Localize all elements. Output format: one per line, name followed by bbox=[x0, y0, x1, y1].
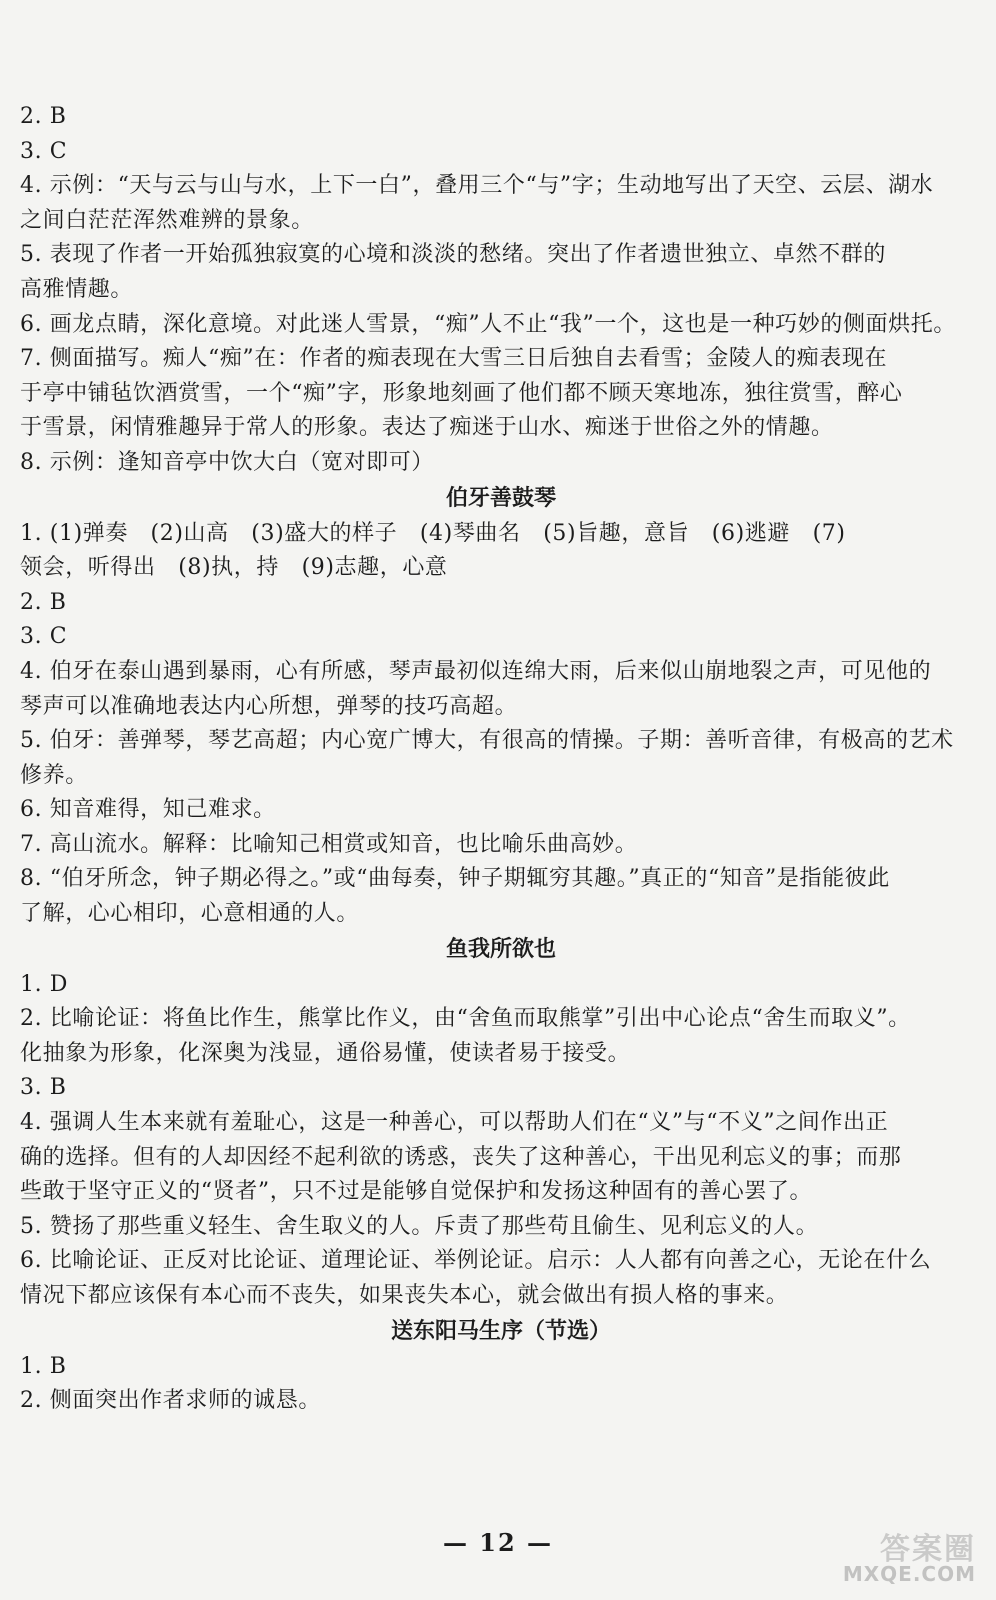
answer-line: 4. 伯牙在泰山遇到暴雨，心有所感，琴声最初似连绵大雨，后来似山崩地裂之声，可见他的 bbox=[20, 658, 932, 684]
answer-line: 1. D bbox=[20, 971, 69, 997]
page-number: — 12 — bbox=[442, 1528, 554, 1557]
answer-line: 5. 伯牙：善弹琴，琴艺高超；内心宽广博大，有很高的情操。子期：善听音律，有极高的艺术 bbox=[20, 728, 954, 754]
watermark-site: MXQE.COM bbox=[842, 1562, 976, 1586]
answer-line: 4. 强调人生本来就有羞耻心，这是一种善心，可以帮助人们在“义”与“不义”之间作出正 bbox=[20, 1110, 889, 1136]
section-yuwo-answers bbox=[20, 968, 982, 1314]
answer-line: 4. 示例：“天与云与山与水，上下一白”，叠用三个“与”字；生动地写出了天空、云层、湖水 bbox=[20, 173, 934, 199]
answer-line: 6. 知音难得，知己难求。 bbox=[20, 797, 276, 823]
answer-line: 2. 侧面突出作者求师的诚恳。 bbox=[20, 1388, 321, 1414]
section-songdongyang-answers bbox=[20, 1350, 982, 1419]
answer-line: 6. 比喻论证、正反对比论证、道理论证、举例论证。启示：人人都有向善之心，无论在什么 bbox=[20, 1248, 932, 1274]
answer-line: 1. (1)弹奏 (2)山高 (3)盛大的样子 (4)琴曲名 (5)旨趣，意旨 (6)逃避 (7) bbox=[20, 520, 846, 546]
answer-line: 2. B bbox=[20, 589, 67, 615]
answer-line: 情况下都应该保有本心而不丧失，如果丧失本心，就会做出有损人格的事来。 bbox=[20, 1283, 789, 1308]
answer-line: 7. 侧面描写。痴人“痴”在：作者的痴表现在大雪三日后独自去看雪；金陵人的痴表现在 bbox=[20, 346, 888, 372]
section-title-songdongyang: 送东阳马生序（节选） bbox=[390, 1318, 611, 1344]
answer-line: 琴声可以准确地表达内心所想，弹琴的技巧高超。 bbox=[20, 693, 518, 719]
answer-line: 8. “伯牙所念，钟子期必得之。”或“曲每奏，钟子期辄穷其趣。”真正的“知音”是指能彼此 bbox=[20, 866, 890, 892]
answer-line: 些敢于坚守正义的“贤者”，只不过是能够自觉保护和发扬这种固有的善心罢了。 bbox=[20, 1179, 813, 1205]
answer-line: 于亭中铺毡饮酒赏雪，一个“痴”字，形象地刻画了他们都不顾天寒地冻，独往赏雪，醉心 bbox=[20, 380, 903, 406]
answer-line: 确的选择。但有的人却因经不起利欲的诱惑，丧失了这种善心，干出见利忘义的事；而那 bbox=[20, 1144, 902, 1170]
answer-line: 1. B bbox=[20, 1353, 67, 1379]
answer-line: 6. 画龙点睛，深化意境。对此迷人雪景，“痴”人不止“我”一个，这也是一种巧妙的侧面烘托。 bbox=[20, 311, 956, 337]
answer-line: 2. B bbox=[20, 104, 67, 129]
answer-line: 领会，听得出 (8)执，持 (9)志趣，心意 bbox=[20, 555, 448, 581]
watermark-logo: 答案圈 bbox=[880, 1532, 976, 1567]
section-boya-answers bbox=[20, 517, 982, 932]
answer-line: 8. 示例：逢知音亭中饮大白（宽对即可） bbox=[20, 449, 434, 475]
answer-line: 高雅情趣。 bbox=[20, 276, 134, 302]
answer-line: 7. 高山流水。解释：比喻知己相赏或知音，也比喻乐曲高妙。 bbox=[20, 831, 638, 857]
answer-line: 2. 比喻论证：将鱼比作生，熊掌比作义，由“舍鱼而取熊掌”引出中心论点“舍生而取义”。 bbox=[20, 1006, 911, 1032]
answer-line: 3. C bbox=[20, 138, 68, 164]
answer-line: 了解，心心相印，心意相通的人。 bbox=[20, 901, 360, 927]
answer-line: 于雪景，闲情雅趣异于常人的形象。表达了痴迷于山水、痴迷于世俗之外的情趣。 bbox=[20, 415, 834, 441]
section-title-yuwo: 鱼我所欲也 bbox=[445, 936, 556, 962]
answer-line: 修养。 bbox=[20, 762, 88, 788]
answer-line: 5. 赞扬了那些重义轻生、舍生取义的人。斥责了那些苟且偷生、见利忘义的人。 bbox=[20, 1213, 819, 1239]
answer-line: 化抽象为形象，化深奥为浅显，通俗易懂，使读者易于接受。 bbox=[20, 1040, 631, 1066]
answer-line: 3. C bbox=[20, 624, 68, 650]
answer-page bbox=[20, 100, 982, 1419]
section-title-boya: 伯牙善鼓琴 bbox=[445, 485, 556, 511]
watermark bbox=[776, 1524, 976, 1586]
answer-line: 5. 表现了作者一开始孤独寂寞的心境和淡淡的愁绪。突出了作者遗世独立、卓然不群的 bbox=[20, 242, 886, 268]
answer-line: 3. B bbox=[20, 1075, 67, 1101]
section-xinting-answers bbox=[20, 100, 982, 481]
answer-line: 之间白茫茫浑然难辨的景象。 bbox=[20, 207, 314, 233]
